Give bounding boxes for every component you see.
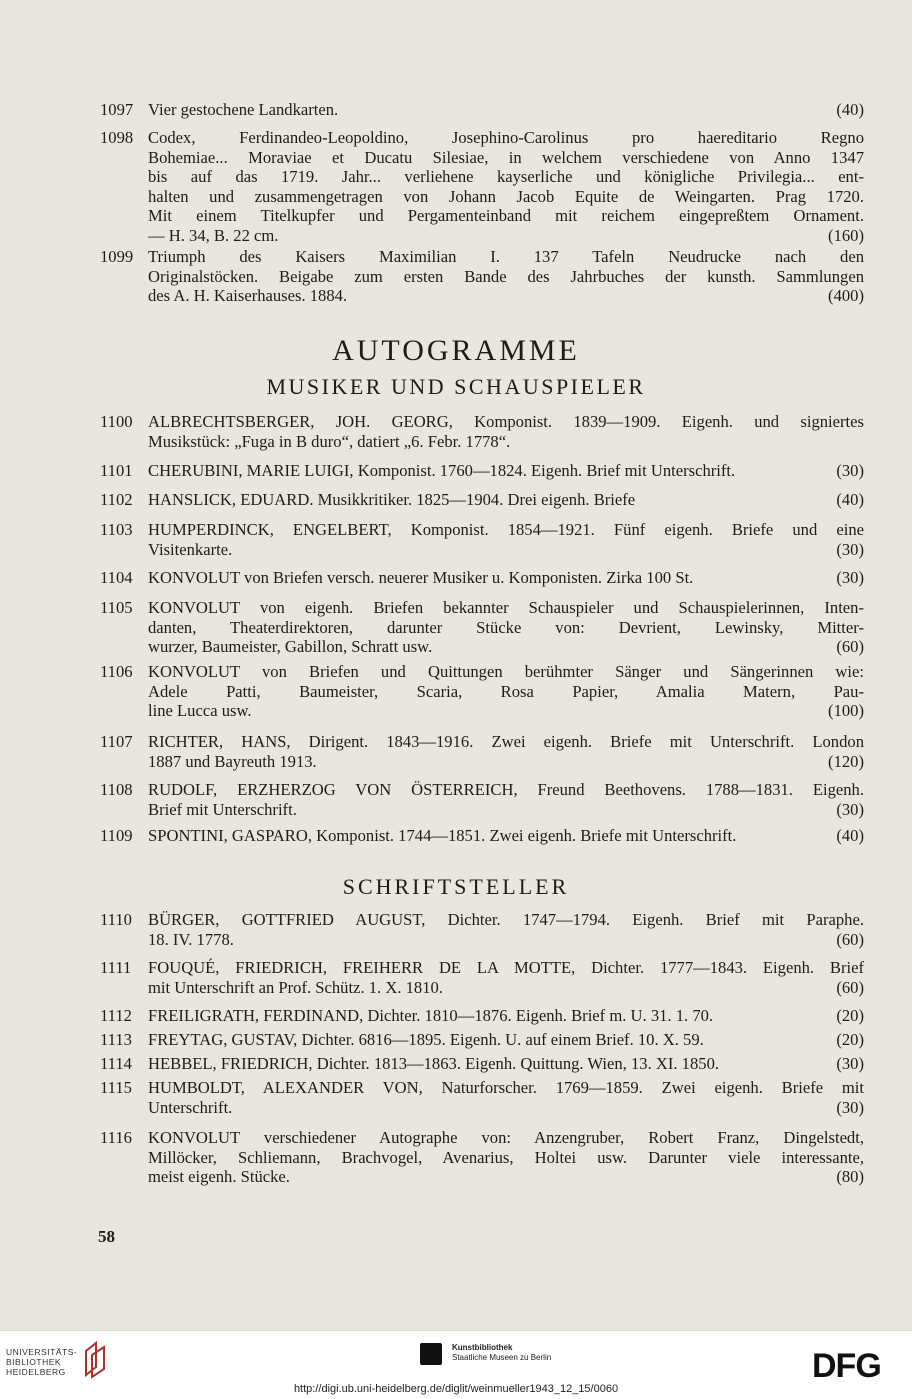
entry-price: (30) bbox=[836, 1054, 864, 1073]
entry-text bbox=[148, 461, 864, 481]
entry-number: 1107 bbox=[100, 732, 133, 751]
entry-number: 1106 bbox=[100, 662, 133, 681]
entry-line: Mit einem Titelkupfer und Pergamenteinband mit reichem eingepreßtem Ornament. bbox=[148, 206, 864, 226]
entry-price: (60) bbox=[836, 929, 864, 949]
entry-line: Originalstöcken. Beigabe zum ersten Bande des Jahrbuches der kunsth. Sammlungen bbox=[148, 266, 864, 286]
kunstbibliothek-logo-icon[interactable] bbox=[420, 1343, 442, 1365]
entry-price: (20) bbox=[836, 1030, 864, 1049]
entry-price: (40) bbox=[836, 826, 864, 845]
entry-line: KONVOLUT verschiedener Autographe von: Anzengruber, Robert Franz, Dingelstedt, bbox=[148, 1128, 864, 1147]
entry-line: des A. H. Kaiserhauses. 1884. (400) bbox=[148, 286, 864, 306]
entry-text bbox=[148, 1030, 864, 1050]
entry-line: HUMPERDINCK, ENGELBERT, Komponist. 1854—1921. Fünf eigenh. Briefe und eine bbox=[148, 520, 864, 539]
entry-number: 1114 bbox=[100, 1054, 132, 1073]
entry-number: 1115 bbox=[100, 1078, 132, 1097]
entry-line: HANSLICK, EDUARD. Musikkritiker. 1825—1904. Drei eigenh. Briefe (40) bbox=[148, 490, 864, 509]
page-number: 58 bbox=[98, 1227, 115, 1246]
entry-price: (60) bbox=[836, 637, 864, 657]
entry-text bbox=[148, 412, 864, 451]
entry-line: SPONTINI, GASPARO, Komponist. 1744—1851. Zwei eigenh. Briefe mit Unterschrift. (40) bbox=[148, 826, 864, 845]
entry-text bbox=[148, 958, 864, 997]
entry-line: meist eigenh. Stücke. (80) bbox=[148, 1167, 864, 1187]
entry-text bbox=[148, 662, 864, 721]
entry-price: (30) bbox=[836, 568, 864, 587]
entry-line: Millöcker, Schliemann, Brachvogel, Avenarius, Holtei usw. Darunter viele interessante, bbox=[148, 1147, 864, 1167]
entry-line: 1887 und Bayreuth 1913. (120) bbox=[148, 751, 864, 771]
entry-text bbox=[148, 100, 864, 120]
dfg-logo[interactable]: DFG bbox=[812, 1347, 881, 1385]
entry-number: 1111 bbox=[100, 958, 132, 977]
entry-price: (100) bbox=[828, 701, 864, 721]
entry-number: 1112 bbox=[100, 1006, 132, 1025]
entry-number: 1108 bbox=[100, 780, 133, 799]
entry-text bbox=[148, 1006, 864, 1026]
heading-autogramme: AUTOGRAMME bbox=[332, 334, 580, 367]
university-line-2: BIBLIOTHEK bbox=[6, 1357, 62, 1367]
entry-number: 1109 bbox=[100, 826, 133, 845]
entry-line: 18. IV. 1778. (60) bbox=[148, 929, 864, 949]
entry-price: (30) bbox=[836, 799, 864, 819]
entry-line: FREILIGRATH, FERDINAND, Dichter. 1810—1876. Eigenh. Brief m. U. 31. 1. 70. (20) bbox=[148, 1006, 864, 1025]
entry-line: Vier gestochene Landkarten. (40) bbox=[148, 100, 864, 119]
entry-text bbox=[148, 128, 864, 246]
entry-line: Codex, Ferdinandeo-Leopoldino, Josephino-Carolinus pro haereditario Regno bbox=[148, 128, 864, 147]
entry-text bbox=[148, 568, 864, 588]
entry-text bbox=[148, 247, 864, 306]
entry-line: ALBRECHTSBERGER, JOH. GEORG, Komponist. 1839—1909. Eigenh. und signiertes bbox=[148, 412, 864, 431]
entry-price: (120) bbox=[828, 751, 864, 771]
entry-price: (40) bbox=[836, 490, 864, 509]
university-logo-icon[interactable] bbox=[82, 1339, 112, 1379]
kunstbibliothek-label[interactable] bbox=[452, 1343, 551, 1363]
entry-line: Visitenkarte. (30) bbox=[148, 539, 864, 559]
entry-number: 1110 bbox=[100, 910, 132, 929]
entry-text bbox=[148, 598, 864, 657]
entry-price: (80) bbox=[836, 1167, 864, 1187]
entry-line: Triumph des Kaisers Maximilian I. 137 Tafeln Neudrucke nach den bbox=[148, 247, 864, 266]
university-line-1: UNIVERSITÄTS- bbox=[6, 1347, 78, 1357]
heading-musiker: MUSIKER UND SCHAUSPIELER bbox=[266, 374, 646, 399]
entry-line: CHERUBINI, MARIE LUIGI, Komponist. 1760—1824. Eigenh. Brief mit Unterschrift. (30) bbox=[148, 461, 864, 480]
entry-text bbox=[148, 780, 864, 819]
entry-text bbox=[148, 1054, 864, 1074]
entry-text bbox=[148, 490, 864, 510]
entry-line: wurzer, Baumeister, Gabillon, Schratt usw. (60) bbox=[148, 637, 864, 657]
entry-number: 1099 bbox=[100, 247, 134, 266]
entry-number: 1105 bbox=[100, 598, 133, 617]
entry-price: (30) bbox=[836, 1097, 864, 1117]
entry-number: 1116 bbox=[100, 1128, 132, 1147]
entry-line: mit Unterschrift an Prof. Schütz. 1. X. 1810. (60) bbox=[148, 977, 864, 997]
entry-line: HUMBOLDT, ALEXANDER VON, Naturforscher. 1769—1859. Zwei eigenh. Briefe mit bbox=[148, 1078, 864, 1097]
entry-line: RUDOLF, ERZHERZOG VON ÖSTERREICH, Freund Beethovens. 1788—1831. Eigenh. bbox=[148, 780, 864, 799]
entry-number: 1098 bbox=[100, 128, 134, 147]
entry-text bbox=[148, 520, 864, 559]
entry-line: Unterschrift. (30) bbox=[148, 1097, 864, 1117]
entry-number: 1100 bbox=[100, 412, 133, 431]
footer-bar bbox=[0, 1330, 912, 1399]
entry-line: RICHTER, HANS, Dirigent. 1843—1916. Zwei eigenh. Briefe mit Unterschrift. London bbox=[148, 732, 864, 751]
entry-line: line Lucca usw. (100) bbox=[148, 701, 864, 721]
entry-price: (400) bbox=[828, 286, 864, 306]
university-library-label[interactable] bbox=[6, 1347, 77, 1377]
entry-text bbox=[148, 1128, 864, 1187]
entry-price: (160) bbox=[828, 225, 864, 245]
permalink-url[interactable]: http://digi.ub.uni-heidelberg.de/diglit/weinmueller1943_12_15/0060 bbox=[293, 1383, 619, 1395]
entry-price: (30) bbox=[836, 461, 864, 480]
entry-line: Bohemiae... Moraviae et Ducatu Silesiae, in welchem verschiedene von Anno 1347 bbox=[148, 147, 864, 167]
entry-number: 1097 bbox=[100, 100, 134, 119]
entry-line: KONVOLUT von eigenh. Briefen bekannter Schauspieler und Schauspielerinnen, Inten- bbox=[148, 598, 864, 617]
entry-line: KONVOLUT von Briefen und Quittungen berühmter Sänger und Sängerinnen wie: bbox=[148, 662, 864, 681]
entry-number: 1102 bbox=[100, 490, 133, 509]
entry-line: Brief mit Unterschrift. (30) bbox=[148, 799, 864, 819]
university-line-3: HEIDELBERG bbox=[6, 1367, 66, 1377]
kb-title: Kunstbibliothek bbox=[452, 1343, 513, 1352]
entry-line: — H. 34, B. 22 cm. (160) bbox=[148, 225, 864, 245]
entry-line: FREYTAG, GUSTAV, Dichter. 6816—1895. Eigenh. U. auf einem Brief. 10. X. 59. (20) bbox=[148, 1030, 864, 1049]
entry-price: (60) bbox=[836, 977, 864, 997]
heading-schriftsteller: SCHRIFTSTELLER bbox=[342, 874, 570, 899]
entry-number: 1113 bbox=[100, 1030, 132, 1049]
entry-number: 1104 bbox=[100, 568, 133, 587]
entry-line: KONVOLUT von Briefen versch. neuerer Musiker u. Komponisten. Zirka 100 St. (30) bbox=[148, 568, 864, 587]
entry-line: bis auf das 1719. Jahr... verliehene kayserliche und königliche Privilegia... ent- bbox=[148, 167, 864, 187]
entry-price: (30) bbox=[836, 539, 864, 559]
entry-text bbox=[148, 732, 864, 771]
entry-number: 1103 bbox=[100, 520, 133, 539]
entry-line: BÜRGER, GOTTFRIED AUGUST, Dichter. 1747—1794. Eigenh. Brief mit Paraphe. bbox=[148, 910, 864, 929]
entry-price: (20) bbox=[836, 1006, 864, 1025]
entry-price: (40) bbox=[836, 100, 864, 119]
entry-text bbox=[148, 910, 864, 949]
kb-subtitle: Staatliche Museen zu Berlin bbox=[452, 1353, 552, 1362]
entry-line: danten, Theaterdirektoren, darunter Stücke von: Devrient, Lewinsky, Mitter- bbox=[148, 617, 864, 637]
entry-line: Musikstück: „Fuga in B duro“, datiert „6. Febr. 1778“. bbox=[148, 431, 511, 451]
entry-number: 1101 bbox=[100, 461, 133, 480]
entry-text bbox=[148, 1078, 864, 1117]
entry-line: halten und zusammengetragen von Johann Jacob Equite de Weingarten. Prag 1720. bbox=[148, 186, 864, 206]
entry-line: HEBBEL, FRIEDRICH, Dichter. 1813—1863. Eigenh. Quittung. Wien, 13. XI. 1850. (30) bbox=[148, 1054, 864, 1073]
entry-text bbox=[148, 826, 864, 846]
entry-line: FOUQUÉ, FRIEDRICH, FREIHERR DE LA MOTTE, Dichter. 1777—1843. Eigenh. Brief bbox=[148, 958, 864, 977]
entry-line: Adele Patti, Baumeister, Scaria, Rosa Papier, Amalia Matern, Pau- bbox=[148, 681, 864, 701]
